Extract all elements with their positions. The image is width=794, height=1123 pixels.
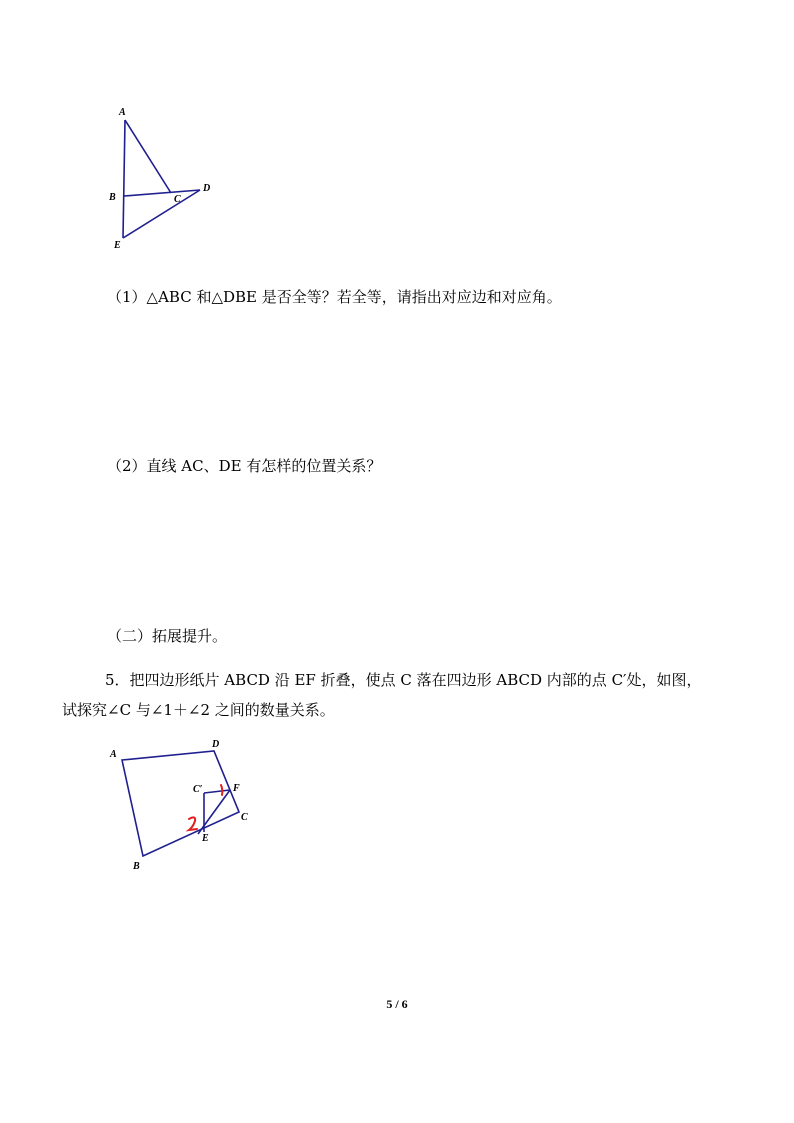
fold-line-ef [198, 790, 230, 834]
label-c: C [241, 812, 248, 823]
segment-ae [123, 120, 125, 238]
label-c: C [174, 194, 181, 205]
annotation-2-mark [189, 817, 197, 830]
label-d: D [212, 739, 220, 750]
quadrilateral-abcd [122, 751, 239, 856]
page-number: 5 / 6 [386, 997, 408, 1011]
problem-5-line-1: 5．把四边形纸片 ABCD 沿 EF 折叠，使点 C 落在四边形 ABCD 内部的点 C′处，如图， [105, 671, 702, 689]
label-f: F [233, 783, 240, 794]
segment-bd [124, 190, 200, 196]
section-title: （二）拓展提升。 [107, 627, 228, 645]
label-a: A [119, 107, 126, 118]
label-a: A [110, 749, 117, 760]
label-b: B [133, 861, 140, 872]
segment-c-prime-f [204, 790, 230, 793]
annotation-1-mark [221, 785, 222, 795]
label-c-prime: C′ [193, 784, 203, 795]
label-d: D [203, 183, 211, 194]
folded-quadrilateral-figure [100, 735, 260, 875]
label-e: E [202, 833, 209, 844]
problem-5-line-2: 试探究∠C 与∠1＋∠2 之间的数量关系。 [62, 701, 335, 719]
label-b: B [109, 192, 116, 203]
question-1: （1）△ABC 和△DBE 是否全等？若全等，请指出对应边和对应角。 [107, 288, 562, 306]
label-e: E [114, 240, 121, 251]
segment-ed [123, 190, 200, 238]
triangle-figure [100, 100, 230, 260]
question-2: （2）直线 AC、DE 有怎样的位置关系？ [107, 457, 382, 475]
segment-ac [125, 120, 171, 193]
